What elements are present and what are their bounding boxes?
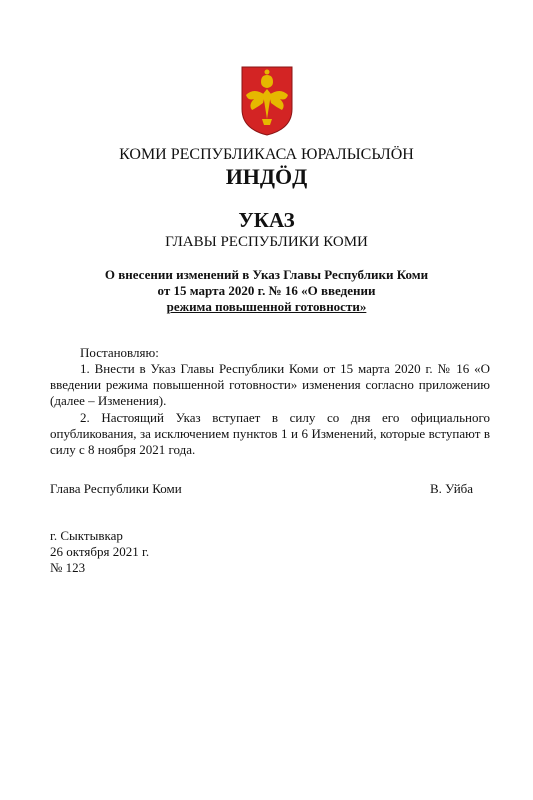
decree-title: УКАЗ <box>238 208 295 232</box>
decree-issuer: ГЛАВЫ РЕСПУБЛИКИ КОМИ <box>165 234 368 250</box>
subject-line-1: О внесении изменений в Указ Главы Республики Коми <box>104 267 429 282</box>
signature-name: В. Уйба <box>430 481 474 496</box>
decree-label-komi: ИНДӦД <box>225 164 308 189</box>
body-intro: Постановляю: <box>80 345 159 360</box>
signature-position: Глава Республики Коми <box>50 481 182 496</box>
body-item-2: 2. Настоящий Указ вступает в силу со дня его официального опубликования, за исключением пунктов 1 и 6 Изменений, которые вступают в силу с 8 ноября 2021 года. <box>50 410 490 457</box>
subject-line-3: режима повышенной готовности» <box>166 299 367 314</box>
subject-line-2: от 15 марта 2020 г. № 16 «О введении <box>157 283 376 298</box>
body-item-1: 1. Внести в Указ Главы Республики Коми от 15 марта 2020 г. № 16 «О введении режима повышенной готовности» изменения согласно приложению (далее – Изменения). <box>50 361 490 408</box>
republic-title-komi: КОМИ РЕСПУБЛИКАСА ЮРАЛЫСЬЛӦН <box>119 146 414 163</box>
komi-coat-of-arms-icon <box>240 65 294 137</box>
footer-number: № 123 <box>50 560 86 575</box>
footer-date: 26 октября 2021 г. <box>50 544 150 559</box>
footer-place: г. Сыктывкар <box>50 528 123 543</box>
